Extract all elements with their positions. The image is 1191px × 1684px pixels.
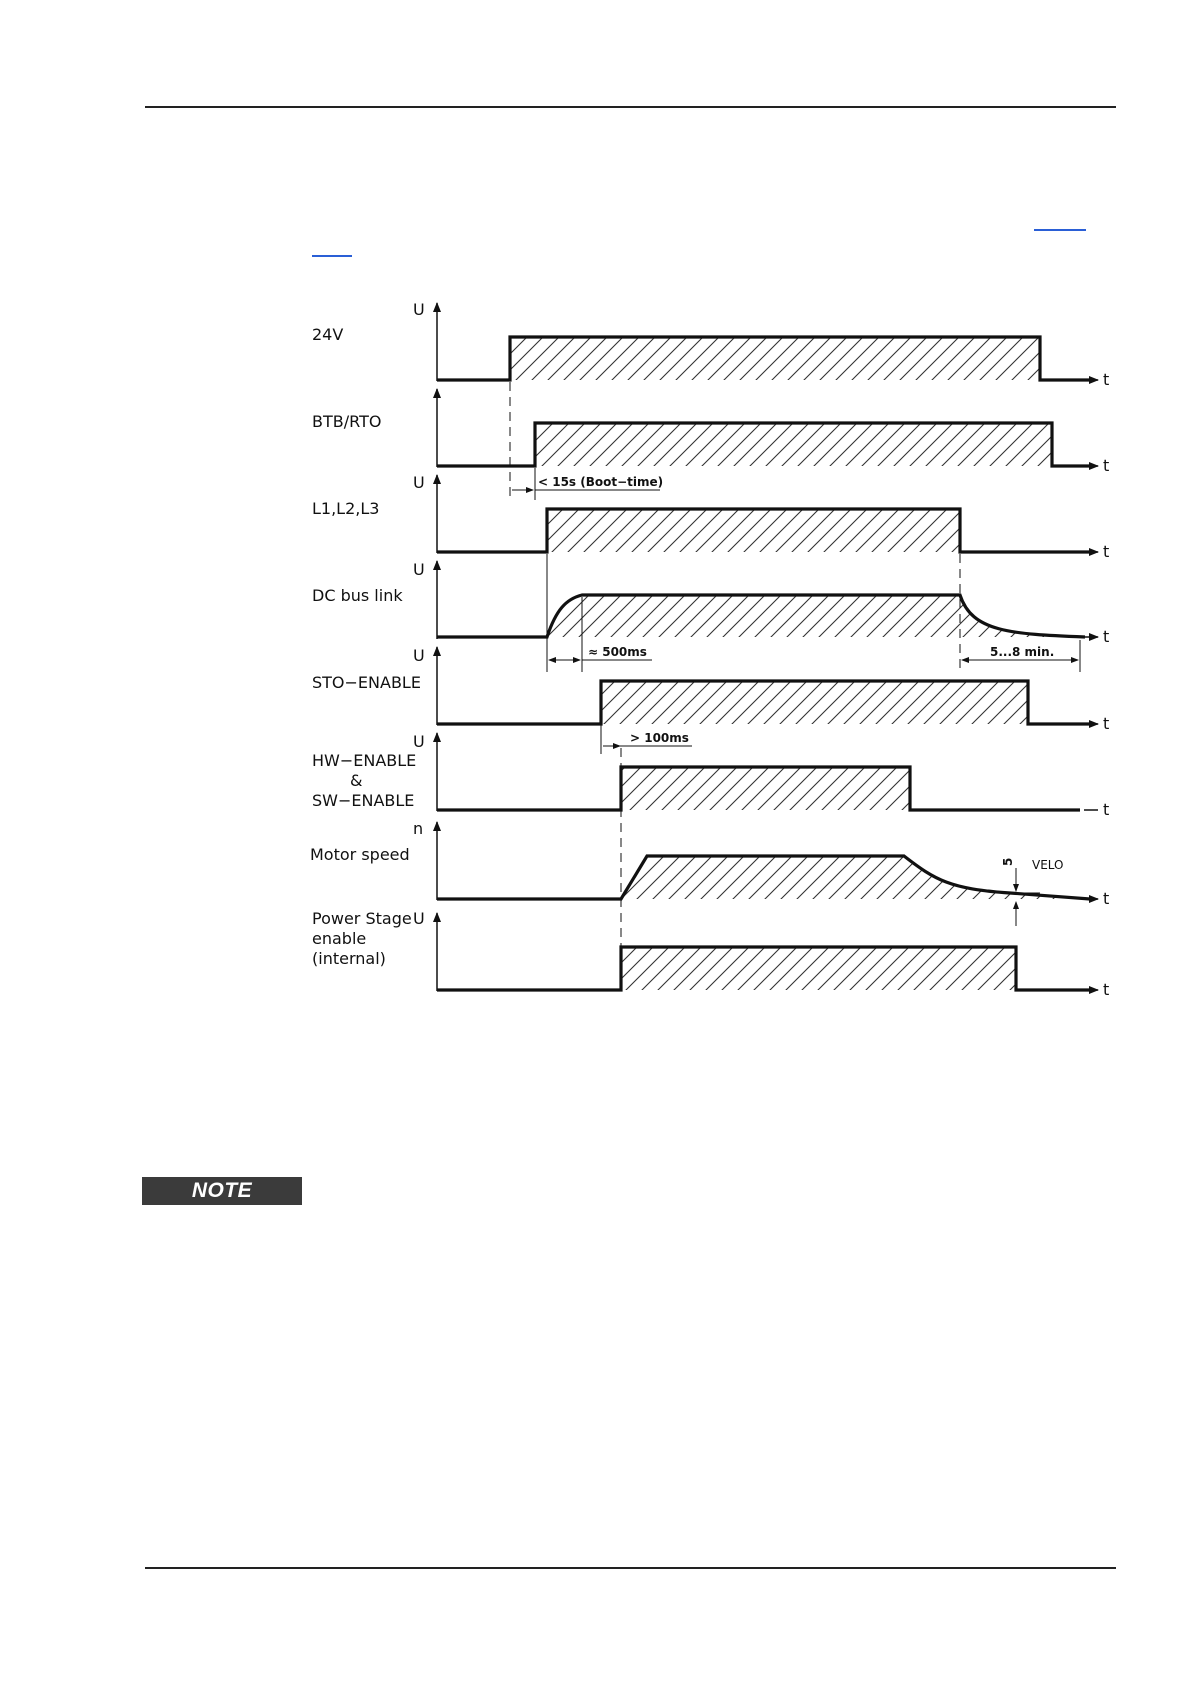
discharge-time-annotation: 5...8 min. [990,645,1055,659]
signal-label: 24V [312,325,344,344]
signal-label-line-2: & [350,771,363,790]
pulse-hatch [621,767,910,810]
signal-label-line-2: enable [312,929,367,948]
signal-row-dc-bus-link [312,554,1109,672]
signal-label-line-1: Power Stage [312,909,412,928]
axis-letter-n: n [413,819,424,838]
pulse-hatch [601,681,1028,724]
signal-row-l1-l2-l3 [312,473,1109,561]
time-axis-label: t [1103,456,1110,475]
signal-label-line-3: SW−ENABLE [312,791,415,810]
note-badge: NOTE [142,1177,302,1205]
sto-delay-annotation: > 100ms [630,731,689,745]
signal-row-motor-speed [310,819,1109,926]
axis-letter-u: U [413,909,425,928]
velo-label: VELO [1032,858,1064,872]
axis-letter-u: U [413,560,425,579]
signal-row-power-stage-enable [312,909,1109,999]
velo-value: 5 [1001,857,1015,866]
charge-time-annotation: ≈ 500ms [588,645,647,659]
signal-label: BTB/RTO [312,412,382,431]
signal-label-line-1: HW−ENABLE [312,751,417,770]
pulse-hatch [510,337,1040,380]
signal-label: Motor speed [310,845,410,864]
signal-label: STO−ENABLE [312,673,421,692]
time-axis-label: t [1103,714,1110,733]
signal-label: L1,L2,L3 [312,499,380,518]
time-axis-label: t [1103,980,1110,999]
axis-letter-u: U [413,473,425,492]
signal-row-btb-rto [312,382,1109,500]
time-axis-label: t [1103,800,1110,819]
axis-letter-u: U [413,300,425,319]
signal-row-24v [312,300,1109,389]
time-axis-label: t [1103,370,1110,389]
boot-time-annotation: < 15s (Boot−time) [538,475,664,489]
axis-letter-u: U [413,646,425,665]
pulse-hatch [621,947,1016,990]
time-axis-label: t [1103,889,1110,908]
signal-label: DC bus link [312,586,403,605]
time-axis-label: t [1103,542,1110,561]
signal-row-sto-enable [312,646,1109,754]
pulse-hatch [547,509,960,552]
signal-row-hw-sw-enable [312,732,1109,819]
pulse-hatch [535,423,1052,466]
signal-label-line-3: (internal) [312,949,386,968]
axis-letter-u: U [413,732,425,751]
time-axis-label: t [1103,627,1110,646]
